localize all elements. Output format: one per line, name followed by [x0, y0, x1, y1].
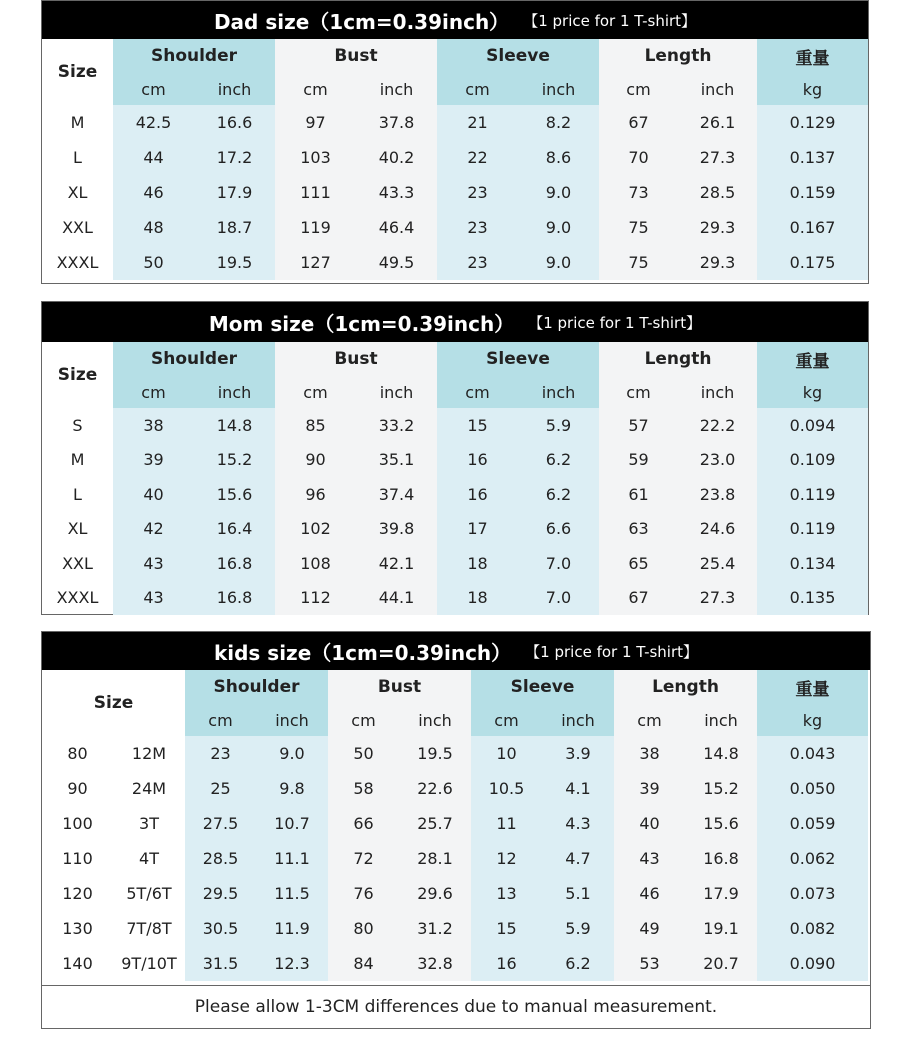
dad-unit-header: cm: [275, 73, 356, 105]
kids-size-cell: 80: [67, 744, 88, 763]
mom-value-cell: 37.4: [356, 477, 437, 512]
mom-value-cell: 25.4: [678, 546, 757, 581]
kids-size-cell: 9T/10T: [121, 954, 177, 973]
dad-value-cell: 16.6: [194, 105, 275, 140]
mom-value-cell: 85: [275, 408, 356, 443]
kids-value-cell: 30.5: [185, 911, 256, 946]
kids-value-cell: 15.2: [685, 771, 757, 806]
mom-value-cell: 0.134: [757, 546, 868, 581]
mom-value-cell: 0.119: [757, 477, 868, 512]
mom-value-cell: 16.8: [194, 546, 275, 581]
mom-value-cell: 7.0: [518, 581, 599, 616]
mom-value-cell: 27.3: [678, 581, 757, 616]
kids-value-cell: 0.059: [757, 806, 868, 841]
kids-value-cell: 10.7: [256, 806, 328, 841]
dad-unit-header: inch: [678, 73, 757, 105]
kids-value-cell: 53: [614, 946, 685, 981]
mom-value-cell: 40: [113, 477, 194, 512]
mom-unit-header: cm: [599, 376, 678, 408]
dad-size-cell: L: [73, 148, 82, 167]
dad-value-cell: 23: [437, 245, 518, 280]
mom-value-cell: 22.2: [678, 408, 757, 443]
kids-value-cell: 32.8: [399, 946, 471, 981]
kids-unit-header: cm: [185, 704, 256, 736]
kids-unit-header: kg: [757, 704, 868, 736]
mom-unit-header: inch: [356, 376, 437, 408]
mom-unit-header: cm: [437, 376, 518, 408]
mom-size-cell: M: [70, 450, 85, 470]
dad-value-cell: 26.1: [678, 105, 757, 140]
mom-value-cell: 16.8: [194, 581, 275, 616]
kids-price-note: 【1 price for 1 T-shirt】: [525, 642, 699, 661]
kids-value-cell: 4.7: [542, 841, 614, 876]
dad-value-cell: 28.5: [678, 175, 757, 210]
kids-value-cell: 4.3: [542, 806, 614, 841]
dad-value-cell: 0.137: [757, 140, 868, 175]
dad-value-cell: 73: [599, 175, 678, 210]
dad-value-cell: 21: [437, 105, 518, 140]
dad-value-cell: 75: [599, 210, 678, 245]
dad-value-cell: 19.5: [194, 245, 275, 280]
kids-value-cell: 4.1: [542, 771, 614, 806]
mom-value-cell: 0.109: [757, 443, 868, 478]
kids-size-cell: 90: [67, 779, 88, 798]
dad-size-cell: M: [70, 113, 85, 132]
kids-value-cell: 15.6: [685, 806, 757, 841]
kids-value-cell: 38: [614, 736, 685, 771]
mom-group-header: Sleeve: [437, 342, 599, 376]
kids-size-cell: 7T/8T: [126, 919, 172, 938]
mom-unit-header: inch: [194, 376, 275, 408]
mom-value-cell: 16: [437, 443, 518, 478]
kids-value-cell: 12.3: [256, 946, 328, 981]
mom-value-cell: 39.8: [356, 512, 437, 547]
dad-value-cell: 37.8: [356, 105, 437, 140]
kids-value-cell: 11.9: [256, 911, 328, 946]
kids-value-cell: 17.9: [685, 876, 757, 911]
kids-value-cell: 9.8: [256, 771, 328, 806]
mom-value-cell: 23.8: [678, 477, 757, 512]
dad-value-cell: 0.159: [757, 175, 868, 210]
kids-value-cell: 29.5: [185, 876, 256, 911]
kids-group-header: Sleeve: [471, 670, 614, 704]
kids-value-cell: 31.2: [399, 911, 471, 946]
kids-value-cell: 5.9: [542, 911, 614, 946]
kids-size-cell: 5T/6T: [126, 884, 172, 903]
kids-value-cell: 72: [328, 841, 399, 876]
dad-value-cell: 18.7: [194, 210, 275, 245]
kids-value-cell: 28.5: [185, 841, 256, 876]
mom-value-cell: 0.135: [757, 581, 868, 616]
mom-value-cell: 15: [437, 408, 518, 443]
dad-value-cell: 119: [275, 210, 356, 245]
mom-group-header: Shoulder: [113, 342, 275, 376]
dad-value-cell: 97: [275, 105, 356, 140]
dad-unit-header: inch: [356, 73, 437, 105]
mom-value-cell: 16.4: [194, 512, 275, 547]
kids-value-cell: 50: [328, 736, 399, 771]
kids-value-cell: 6.2: [542, 946, 614, 981]
dad-value-cell: 0.129: [757, 105, 868, 140]
mom-value-cell: 23.0: [678, 443, 757, 478]
kids-group-header: Length: [614, 670, 757, 704]
mom-size-cell: XXL: [62, 553, 93, 573]
kids-value-cell: 80: [328, 911, 399, 946]
dad-value-cell: 46: [113, 175, 194, 210]
kids-unit-header: cm: [614, 704, 685, 736]
mom-value-cell: 112: [275, 581, 356, 616]
dad-value-cell: 17.9: [194, 175, 275, 210]
dad-size-header: Size: [57, 62, 98, 82]
mom-value-cell: 7.0: [518, 546, 599, 581]
kids-value-cell: 27.5: [185, 806, 256, 841]
kids-value-cell: 11.5: [256, 876, 328, 911]
kids-value-cell: 49: [614, 911, 685, 946]
mom-unit-header: kg: [757, 376, 868, 408]
mom-group-header: Bust: [275, 342, 437, 376]
mom-unit-header: inch: [678, 376, 757, 408]
dad-value-cell: 44: [113, 140, 194, 175]
kids-value-cell: 58: [328, 771, 399, 806]
dad-size-cell: XXL: [62, 218, 93, 237]
mom-value-cell: 108: [275, 546, 356, 581]
mom-value-cell: 6.6: [518, 512, 599, 547]
mom-value-cell: 90: [275, 443, 356, 478]
dad-unit-header: cm: [599, 73, 678, 105]
kids-value-cell: 10.5: [471, 771, 542, 806]
dad-value-cell: 29.3: [678, 210, 757, 245]
kids-value-cell: 11: [471, 806, 542, 841]
dad-group-header: 重量: [757, 39, 868, 73]
kids-group-header: 重量: [757, 670, 868, 704]
mom-value-cell: 17: [437, 512, 518, 547]
dad-value-cell: 9.0: [518, 210, 599, 245]
dad-group-header: Sleeve: [437, 39, 599, 73]
kids-size-cell: 140: [62, 954, 93, 973]
kids-grid: [42, 670, 870, 981]
kids-value-cell: 11.1: [256, 841, 328, 876]
dad-value-cell: 17.2: [194, 140, 275, 175]
mom-value-cell: 59: [599, 443, 678, 478]
kids-value-cell: 15: [471, 911, 542, 946]
kids-size-header: Size: [93, 693, 134, 713]
kids-group-header: Bust: [328, 670, 471, 704]
kids-value-cell: 3.9: [542, 736, 614, 771]
mom-value-cell: 14.8: [194, 408, 275, 443]
mom-value-cell: 43: [113, 546, 194, 581]
dad-title-bar: [42, 1, 868, 39]
mom-value-cell: 43: [113, 581, 194, 616]
kids-value-cell: 16: [471, 946, 542, 981]
kids-value-cell: 12: [471, 841, 542, 876]
kids-size-cell: 100: [62, 814, 93, 833]
dad-value-cell: 29.3: [678, 245, 757, 280]
measurement-footer: Please allow 1-3CM differences due to manual measurement.: [42, 985, 870, 1028]
kids-value-cell: 40: [614, 806, 685, 841]
dad-value-cell: 43.3: [356, 175, 437, 210]
dad-value-cell: 27.3: [678, 140, 757, 175]
mom-unit-header: cm: [113, 376, 194, 408]
kids-value-cell: 29.6: [399, 876, 471, 911]
dad-value-cell: 22: [437, 140, 518, 175]
kids-size-cell: 24M: [131, 779, 167, 798]
dad-title: Dad size（1cm=0.39inch）: [213, 9, 510, 34]
kids-size-cell: 3T: [139, 814, 159, 833]
mom-group-header: Length: [599, 342, 757, 376]
mom-value-cell: 38: [113, 408, 194, 443]
dad-unit-header: cm: [437, 73, 518, 105]
kids-value-cell: 28.1: [399, 841, 471, 876]
dad-value-cell: 23: [437, 175, 518, 210]
dad-unit-header: inch: [194, 73, 275, 105]
mom-value-cell: 96: [275, 477, 356, 512]
kids-unit-header: inch: [685, 704, 757, 736]
mom-size-cell: L: [73, 484, 82, 504]
mom-value-cell: 61: [599, 477, 678, 512]
kids-title: kids size（1cm=0.39inch）: [213, 640, 512, 665]
mom-value-cell: 5.9: [518, 408, 599, 443]
kids-value-cell: 0.050: [757, 771, 868, 806]
dad-value-cell: 70: [599, 140, 678, 175]
kids-value-cell: 5.1: [542, 876, 614, 911]
kids-value-cell: 0.082: [757, 911, 868, 946]
mom-title-bar: [42, 302, 868, 342]
kids-value-cell: 19.5: [399, 736, 471, 771]
dad-value-cell: 67: [599, 105, 678, 140]
dad-value-cell: 9.0: [518, 245, 599, 280]
dad-group-header: Bust: [275, 39, 437, 73]
mom-value-cell: 42: [113, 512, 194, 547]
kids-group-header: Shoulder: [185, 670, 328, 704]
mom-value-cell: 18: [437, 546, 518, 581]
mom-value-cell: 65: [599, 546, 678, 581]
dad-value-cell: 42.5: [113, 105, 194, 140]
kids-value-cell: 39: [614, 771, 685, 806]
kids-value-cell: 25: [185, 771, 256, 806]
mom-value-cell: 6.2: [518, 477, 599, 512]
kids-value-cell: 10: [471, 736, 542, 771]
dad-value-cell: 8.6: [518, 140, 599, 175]
kids-unit-header: inch: [542, 704, 614, 736]
dad-value-cell: 0.175: [757, 245, 868, 280]
mom-title: Mom size（1cm=0.39inch）: [208, 311, 515, 336]
mom-group-header: 重量: [757, 342, 868, 376]
dad-value-cell: 50: [113, 245, 194, 280]
kids-value-cell: 23: [185, 736, 256, 771]
dad-size-cell: XXXL: [56, 253, 99, 272]
kids-value-cell: 22.6: [399, 771, 471, 806]
kids-value-cell: 19.1: [685, 911, 757, 946]
kids-unit-header: inch: [399, 704, 471, 736]
mom-value-cell: 16: [437, 477, 518, 512]
dad-grid: [42, 39, 868, 280]
dad-value-cell: 127: [275, 245, 356, 280]
kids-value-cell: 0.073: [757, 876, 868, 911]
mom-value-cell: 24.6: [678, 512, 757, 547]
mom-value-cell: 63: [599, 512, 678, 547]
dad-size-table: [41, 0, 869, 284]
mom-price-note: 【1 price for 1 T-shirt】: [528, 313, 702, 332]
kids-size-cell: 120: [62, 884, 93, 903]
dad-value-cell: 103: [275, 140, 356, 175]
mom-value-cell: 15.2: [194, 443, 275, 478]
kids-value-cell: 16.8: [685, 841, 757, 876]
mom-value-cell: 102: [275, 512, 356, 547]
kids-value-cell: 0.043: [757, 736, 868, 771]
dad-group-header: Length: [599, 39, 757, 73]
mom-value-cell: 18: [437, 581, 518, 616]
kids-unit-header: cm: [328, 704, 399, 736]
kids-value-cell: 20.7: [685, 946, 757, 981]
kids-size-table: [41, 631, 871, 1029]
mom-value-cell: 0.094: [757, 408, 868, 443]
dad-value-cell: 75: [599, 245, 678, 280]
dad-value-cell: 23: [437, 210, 518, 245]
mom-value-cell: 6.2: [518, 443, 599, 478]
kids-size-cell: 12M: [131, 744, 167, 763]
mom-value-cell: 57: [599, 408, 678, 443]
mom-value-cell: 0.119: [757, 512, 868, 547]
dad-value-cell: 49.5: [356, 245, 437, 280]
kids-title-bar: [42, 632, 870, 670]
kids-size-cell: 130: [62, 919, 93, 938]
mom-value-cell: 42.1: [356, 546, 437, 581]
dad-value-cell: 0.167: [757, 210, 868, 245]
mom-value-cell: 44.1: [356, 581, 437, 616]
dad-value-cell: 48: [113, 210, 194, 245]
kids-value-cell: 76: [328, 876, 399, 911]
kids-value-cell: 43: [614, 841, 685, 876]
mom-size-cell: XL: [67, 519, 88, 539]
dad-unit-header: cm: [113, 73, 194, 105]
mom-size-header: Size: [57, 365, 98, 385]
kids-value-cell: 46: [614, 876, 685, 911]
dad-unit-header: inch: [518, 73, 599, 105]
kids-value-cell: 0.062: [757, 841, 868, 876]
kids-value-cell: 13: [471, 876, 542, 911]
kids-size-cell: 110: [62, 849, 93, 868]
dad-value-cell: 46.4: [356, 210, 437, 245]
mom-unit-header: cm: [275, 376, 356, 408]
kids-value-cell: 14.8: [685, 736, 757, 771]
dad-value-cell: 40.2: [356, 140, 437, 175]
mom-size-cell: S: [72, 415, 83, 435]
mom-size-table: [41, 301, 869, 615]
kids-value-cell: 66: [328, 806, 399, 841]
mom-value-cell: 15.6: [194, 477, 275, 512]
kids-unit-header: cm: [471, 704, 542, 736]
mom-unit-header: inch: [518, 376, 599, 408]
dad-value-cell: 111: [275, 175, 356, 210]
mom-value-cell: 67: [599, 581, 678, 616]
mom-grid: [42, 342, 868, 615]
mom-value-cell: 39: [113, 443, 194, 478]
dad-value-cell: 9.0: [518, 175, 599, 210]
dad-price-note: 【1 price for 1 T-shirt】: [523, 11, 697, 30]
dad-size-cell: XL: [67, 183, 88, 202]
mom-value-cell: 35.1: [356, 443, 437, 478]
mom-value-cell: 33.2: [356, 408, 437, 443]
kids-value-cell: 9.0: [256, 736, 328, 771]
kids-value-cell: 84: [328, 946, 399, 981]
dad-value-cell: 8.2: [518, 105, 599, 140]
dad-group-header: Shoulder: [113, 39, 275, 73]
kids-value-cell: 25.7: [399, 806, 471, 841]
kids-size-cell: 4T: [139, 849, 159, 868]
kids-value-cell: 31.5: [185, 946, 256, 981]
kids-value-cell: 0.090: [757, 946, 868, 981]
kids-unit-header: inch: [256, 704, 328, 736]
dad-unit-header: kg: [757, 73, 868, 105]
mom-size-cell: XXXL: [56, 588, 99, 608]
